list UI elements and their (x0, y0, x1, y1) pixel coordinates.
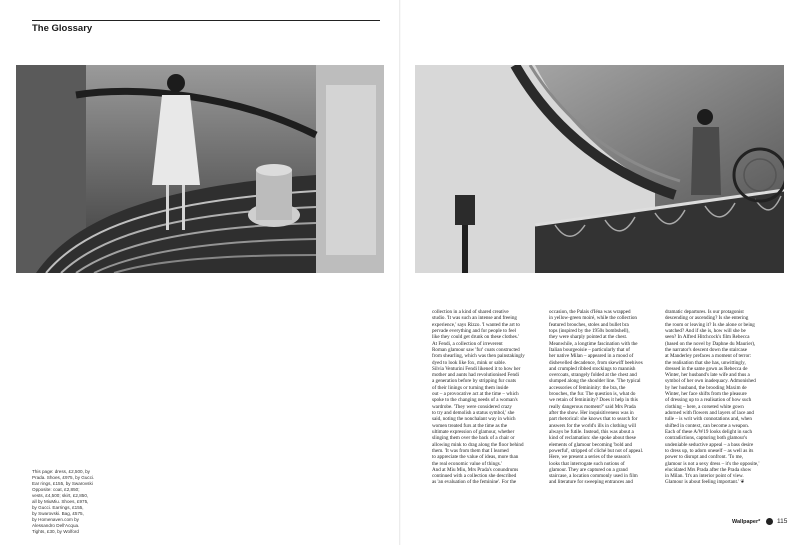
text-line: glamour. They are captured on a grand (549, 466, 628, 473)
caption-line: by Gucci. Earrings, £155, (32, 505, 84, 510)
text-line: Each of these A/W19 looks delight in such (665, 428, 753, 435)
body-column-3 (665, 309, 761, 486)
text-line: elements of glamour becoming 'bold and (549, 441, 633, 448)
caption-line: Opposite: coat, £2,850; (32, 487, 80, 492)
text-line: the realisation that she has, unwittingly, (665, 359, 746, 366)
text-line: of dressing up to a realisation of how such (665, 397, 752, 404)
text-line: powerful', stripped of cliché but not of appeal. (549, 447, 644, 454)
text-line: experience,' says Rizzo. 'I wanted the art to (432, 321, 520, 328)
text-line: staircase, a location commonly used in film (549, 473, 638, 480)
text-line: answers for the world's ills in clothing will (549, 422, 637, 429)
text-line: pervade everything and for people to feel (432, 327, 517, 334)
text-line: allowing mink to drag along the floor behind (432, 441, 524, 448)
text-line: after the show. Her inquisitiveness was in (549, 410, 634, 416)
text-line: And at Miu Miu, Mrs Prada's conundrums (432, 466, 519, 473)
text-line: seen? In Alfred Hitchcock's film Rebecca (665, 334, 750, 341)
text-line: mother and aunts had revolutionised Fendi (432, 372, 520, 379)
text-line: them. 'It was from them that I learned (432, 447, 509, 454)
text-line: they were sharply pointed at the chest. (549, 334, 628, 341)
page-footer (732, 517, 788, 527)
text-line: dishevelled decadence, from skewiff beehives (549, 359, 643, 366)
text-line: glamour is not a sexy dress – it's the opposite,' (665, 460, 760, 467)
section-title: The Glossary (32, 23, 93, 34)
text-line: Italian bourgeoisie – particularly that of (549, 346, 630, 353)
text-line: Winter, her face shifts from the pleasure (665, 391, 747, 398)
text-line: undeniable seductive appeal – a bass desire (665, 441, 754, 448)
text-line: from shearling, which was then painstakingly (432, 353, 525, 360)
text-line: tops (inspired by the 1950s bombshell), (549, 327, 630, 334)
text-line: the real economic value of things.' (432, 460, 502, 467)
text-line: to appreciate the value of ideas, more than (432, 454, 519, 461)
text-line: elucidated Mrs Prada after the Prada show (665, 466, 752, 473)
text-line: Glamour is about feeling important.' ❦ (665, 479, 745, 486)
text-line: as 'an evaluation of the feminine'. For the (432, 479, 517, 486)
caption-line: Prada. Shoes, £975, by Gucci. (32, 475, 95, 480)
text-line: tulle – is writ with connotations and, when (665, 416, 752, 423)
text-line: kind of reclamation: she spoke about these (549, 435, 636, 442)
text-line: power to disrupt and confront. 'To me, (665, 454, 744, 461)
text-line: wardrobe. 'They were considered crazy (432, 403, 512, 410)
text-line: at Manderley prefaces a moment of terror: (665, 353, 752, 360)
page-number: 115 (777, 518, 788, 525)
text-line: slinging them over the back of a chair or (432, 435, 515, 442)
text-line: clothing – here, a corseted white gown (665, 403, 744, 410)
right-page (400, 0, 800, 545)
text-line: Here, we present a series of the season's (549, 454, 631, 461)
caption-line: Ear rings, £155, by Swarovski (32, 481, 93, 486)
text-line: of their linings or turning them inside (432, 384, 509, 391)
text-line: contradictions, capturing both glamour's (665, 435, 748, 442)
text-line: Roman glamour saw 'fur' coats constructed (432, 346, 520, 353)
photo-captions (32, 469, 94, 535)
text-line: like they could get drunk on these clothes.' (432, 334, 519, 341)
text-line: featured brooches, stoles and bullet bra (549, 321, 629, 328)
text-line: brooches, the fur. The question is, what do (549, 391, 636, 398)
text-line: studio. 'It was such an intense and freeing (432, 315, 517, 322)
caption-line: all by MiuMiu. Shoes, £975, (32, 499, 89, 504)
text-line: and crumpled ribbed stockings to mannish (549, 365, 636, 372)
text-line: really dangerous moment?' said Mrs Prada (549, 403, 636, 410)
text-line: women treated furs at the time as the (432, 422, 508, 429)
text-line: symbol of her own inadequacy. Admonished (665, 378, 756, 385)
text-line: Silvia Venturini Fendi likened it to how her (432, 365, 521, 372)
text-line: At Fendi, a collection of irreverent (432, 340, 503, 347)
caption-line: Alessandro Dell'Acqua. (32, 523, 80, 528)
text-line: adorned with flowers and layers of lace and (665, 410, 754, 416)
text-line: overcoats, strangely folded at the chest and (549, 372, 637, 379)
text-line: in Milan. 'It's an interior point of view. (665, 473, 744, 480)
text-line: the room or leaving it? Is she alone or being (665, 321, 755, 328)
brand-name: Wallpaper* (732, 519, 761, 525)
text-line: ultimate expression of glamour, whether (432, 428, 515, 435)
text-line: by her husband, the brooding Maxim de (665, 384, 747, 391)
text-line: dramatic departures. Is our protagonist (665, 309, 744, 315)
text-line: out – a provocative act at the time – which (432, 391, 519, 398)
text-line: part rhetorical: she knows that to search for (549, 416, 638, 423)
text-line: occasion, the Palais d'Iéna was wrapped (549, 309, 631, 315)
text-line: to try and demolish a status symbol,' she (432, 410, 515, 416)
text-line: accessories of femininity: the bra, the (549, 384, 626, 391)
text-line: (based on the novel by Daphne du Maurier), (665, 340, 756, 347)
text-line: dressed in the same gown as Rebecca de (665, 365, 748, 372)
text-line: to dress up, to adorn oneself – as well as its (665, 447, 754, 454)
text-line: a generation before by stripping fur coats (432, 378, 517, 385)
text-line: Winter, her husband's late wife and thus a (665, 372, 750, 379)
text-line: the narrator's descent down the staircase (665, 346, 747, 353)
text-line: said, noting the nonchalant way in which (432, 416, 516, 423)
body-column-1 (432, 309, 528, 486)
bullet-dot-icon (766, 518, 773, 525)
text-line: descending or ascending? Is she entering (665, 315, 749, 322)
text-line: looks that interrogate such notions of (549, 460, 625, 467)
text-line: dyed to look like fox, mink or sable. (432, 359, 506, 366)
caption-line: This page: dress, £2,500, by (32, 469, 90, 474)
caption-line: by Swarovski. Bag, £575, (32, 511, 84, 516)
text-line: spoke to the changing needs of a woman's (432, 397, 518, 404)
caption-line: vests, £4,500; skirt, £2,850, (32, 493, 89, 498)
section-rule (32, 20, 380, 21)
text-line: continued with a collection she described (432, 473, 517, 480)
text-line: collection in a kind of shared creative (432, 309, 509, 315)
text-line: we retain of femininity? Does it help in this (549, 397, 638, 404)
text-line: watched? And if she is, how will she be (665, 327, 746, 334)
text-line: always be futile. Instead, this was about a (549, 428, 634, 435)
text-line: in yellow-green moiré, while the collection (549, 315, 637, 322)
caption-line: Tights, £30, by Wolford (32, 529, 79, 534)
photo-balcony-right (415, 65, 784, 273)
text-line: shifted in context, can become a weapon. (665, 422, 750, 429)
caption-line: by Homenaven.com by (32, 517, 79, 522)
body-column-2 (549, 309, 645, 486)
photo-staircase-left (16, 65, 384, 273)
text-line: her native Milan – appeared in a mood of (549, 353, 634, 360)
text-line: Meanwhile, a longtime fascination with the (549, 340, 638, 347)
text-line: and literature for sweeping entrances and (549, 479, 633, 486)
text-line: slumped along the shoulder line. 'The typical (549, 378, 641, 385)
